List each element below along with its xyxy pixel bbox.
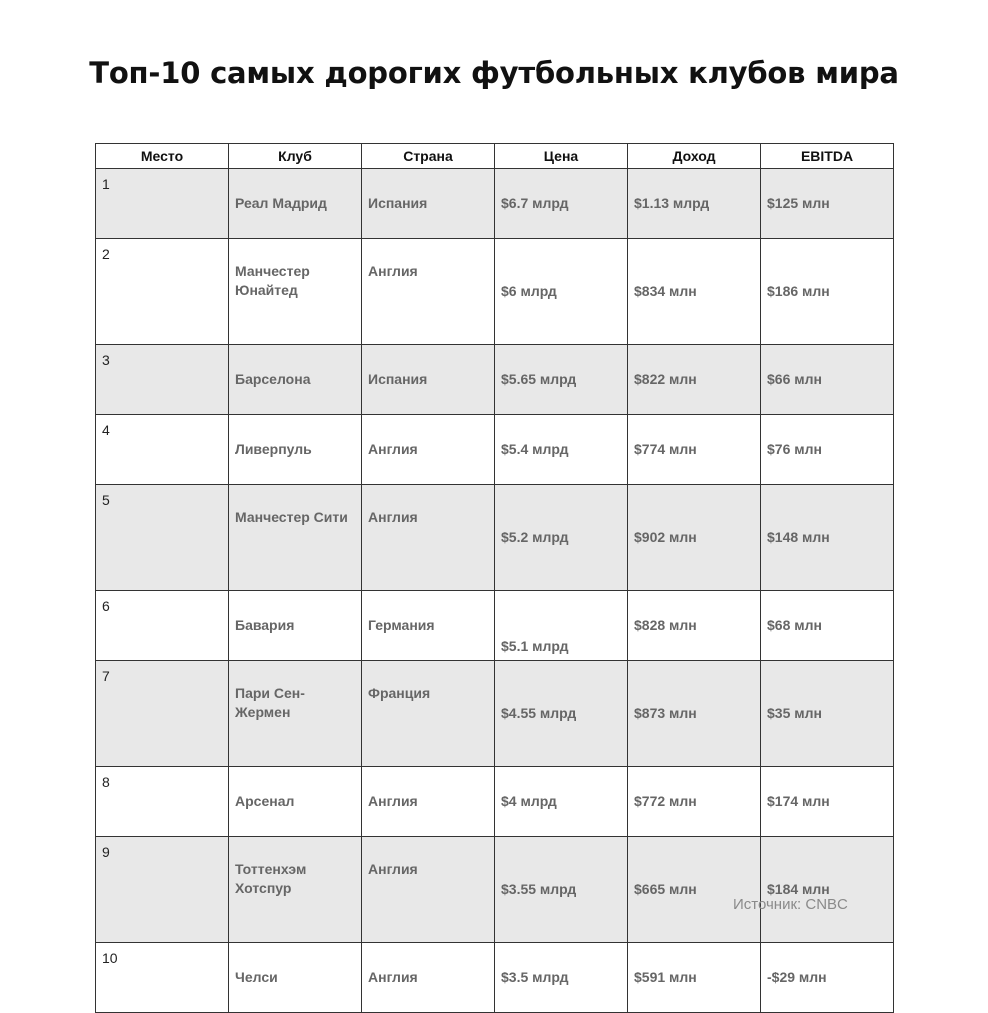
revenue-cell: $828 млн [628,591,761,661]
ebitda-cell: $68 млн [761,591,894,661]
price-cell: $6 млрд [495,239,628,345]
table-header-row [96,144,894,169]
rank-cell: 3 [96,345,229,415]
country-cell: Англия [362,239,495,345]
price-cell: $3.55 млрд [495,837,628,943]
price-cell: $5.2 млрд [495,485,628,591]
price-cell: $4 млрд [495,767,628,837]
country-cell: Испания [362,169,495,239]
country-cell: Испания [362,345,495,415]
country-cell: Франция [362,661,495,767]
ebitda-cell: $184 млн [761,837,894,943]
price-cell: $5.4 млрд [495,415,628,485]
country-cell: Англия [362,767,495,837]
clubs-table [95,143,894,1013]
revenue-cell: $665 млн [628,837,761,943]
source-note: Источник: CNBC [733,896,848,913]
rank-cell: 4 [96,415,229,485]
revenue-cell: $834 млн [628,239,761,345]
ebitda-cell: $148 млн [761,485,894,591]
revenue-cell: $772 млн [628,767,761,837]
rank-cell: 8 [96,767,229,837]
price-cell: $4.55 млрд [495,661,628,767]
club-cell: Челси [229,943,362,1013]
ebitda-cell: $186 млн [761,239,894,345]
rank-cell: 5 [96,485,229,591]
table-row [96,661,894,767]
country-cell: Англия [362,837,495,943]
table-row [96,837,894,943]
rank-cell: 7 [96,661,229,767]
table-row [96,169,894,239]
country-cell: Англия [362,485,495,591]
ebitda-cell: $125 млн [761,169,894,239]
club-cell: Манчестер Юнайтед [229,239,362,345]
table-row [96,239,894,345]
club-cell: Бавария [229,591,362,661]
table-row [96,767,894,837]
revenue-cell: $822 млн [628,345,761,415]
country-cell: Германия [362,591,495,661]
country-cell: Англия [362,943,495,1013]
header-price: Цена [495,144,628,169]
club-cell: Тоттенхэм Хотспур [229,837,362,943]
table-row [96,415,894,485]
ebitda-cell: $66 млн [761,345,894,415]
rank-cell: 10 [96,943,229,1013]
rank-cell: 2 [96,239,229,345]
club-cell: Манчестер Сити [229,485,362,591]
rank-cell: 9 [96,837,229,943]
club-cell: Пари Сен-Жермен [229,661,362,767]
header-rank: Место [96,144,229,169]
club-cell: Барселона [229,345,362,415]
price-cell: $5.65 млрд [495,345,628,415]
ebitda-cell: -$29 млн [761,943,894,1013]
table-row [96,485,894,591]
ebitda-cell: $76 млн [761,415,894,485]
revenue-cell: $591 млн [628,943,761,1013]
header-country: Страна [362,144,495,169]
revenue-cell: $774 млн [628,415,761,485]
table-row [96,345,894,415]
ebitda-cell: $35 млн [761,661,894,767]
club-cell: Ливерпуль [229,415,362,485]
revenue-cell: $873 млн [628,661,761,767]
table-row [96,943,894,1013]
club-cell: Арсенал [229,767,362,837]
revenue-cell: $1.13 млрд [628,169,761,239]
header-ebitda: EBITDA [761,144,894,169]
table-row [96,591,894,661]
rank-cell: 6 [96,591,229,661]
price-cell: $3.5 млрд [495,943,628,1013]
club-cell: Реал Мадрид [229,169,362,239]
ebitda-cell: $174 млн [761,767,894,837]
page-title: Топ-10 самых дорогих футбольных клубов мира [89,56,899,90]
price-cell: $5.1 млрд [495,591,628,661]
header-club: Клуб [229,144,362,169]
revenue-cell: $902 млн [628,485,761,591]
rank-cell: 1 [96,169,229,239]
country-cell: Англия [362,415,495,485]
header-revenue: Доход [628,144,761,169]
price-cell: $6.7 млрд [495,169,628,239]
